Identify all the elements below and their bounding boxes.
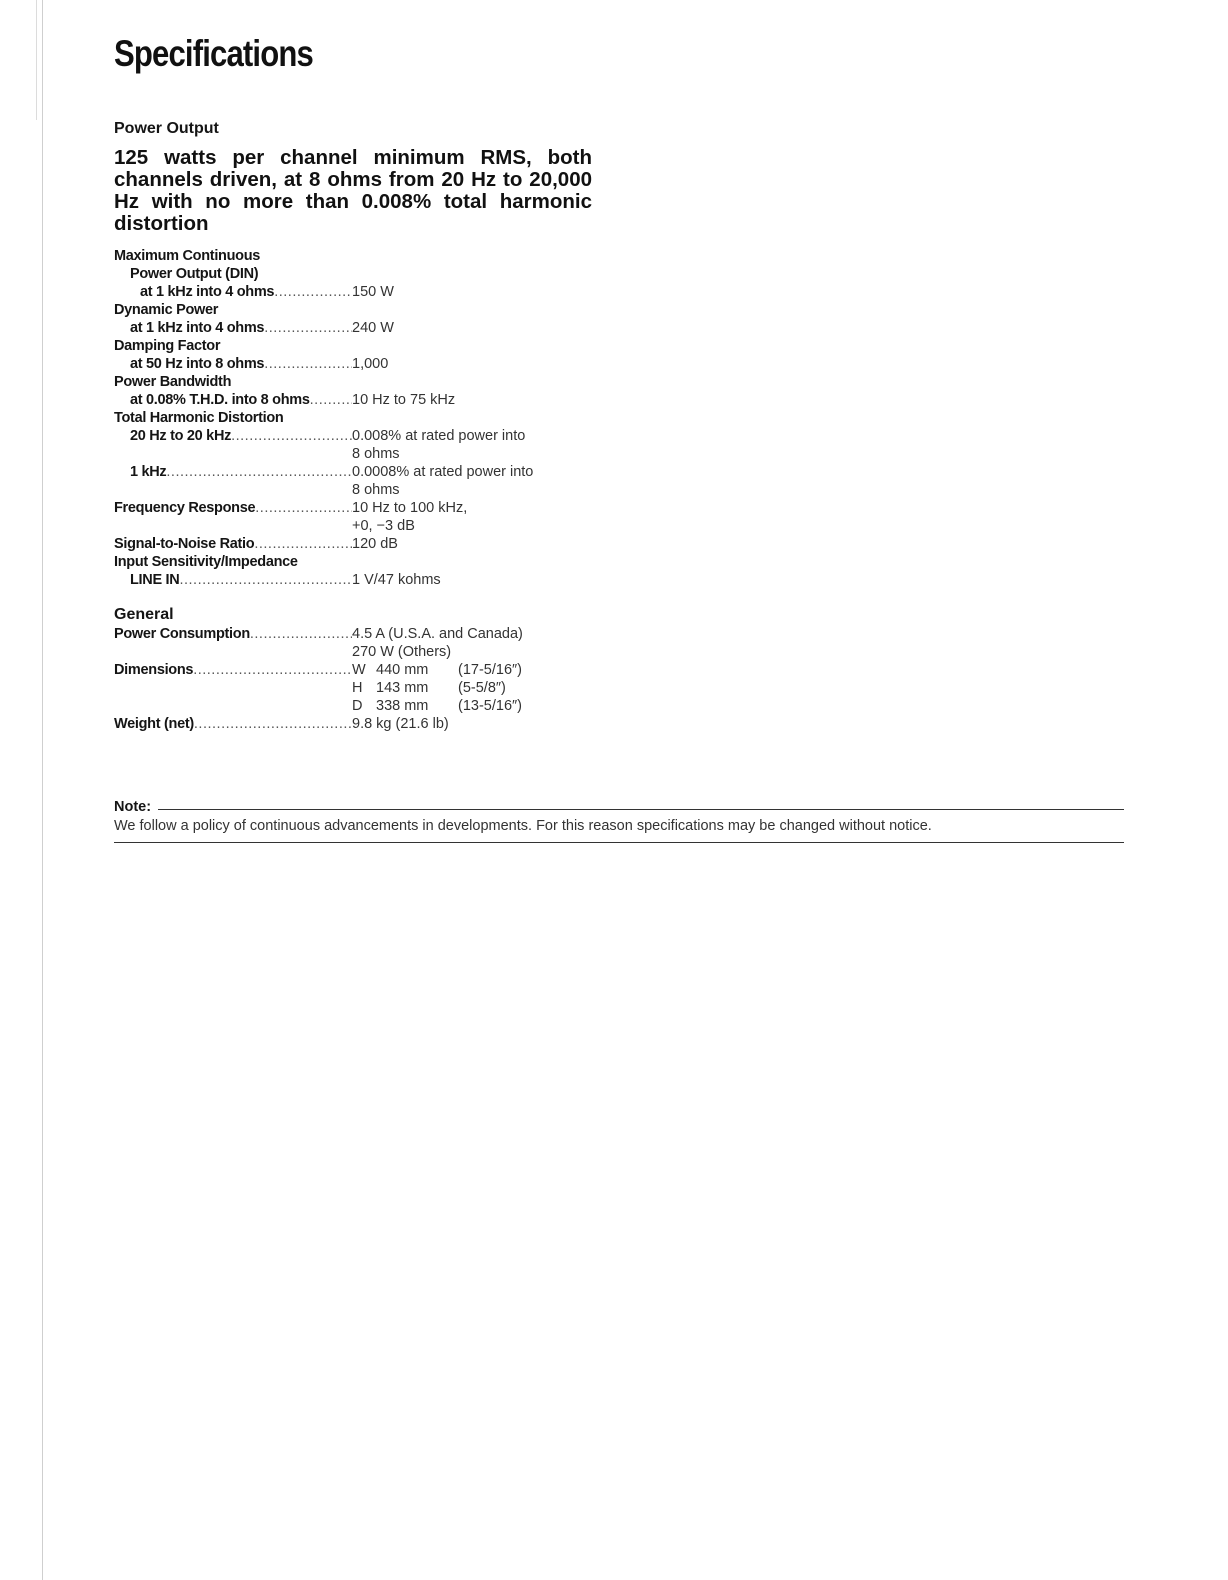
power-output-statement: 125 watts per channel minimum RMS, both channels driven, at 8 ohms from 20 Hz to 20,000 Hz with no more than 0.008% total harmonic distortion bbox=[114, 146, 592, 235]
spec-row-continuation bbox=[114, 445, 533, 463]
dimension-inch: (17-5/16″) bbox=[458, 662, 522, 678]
spec-label: Power Consumption bbox=[114, 626, 250, 642]
leader-dots bbox=[179, 571, 352, 589]
spec-row-dimensions-h bbox=[114, 679, 523, 697]
spec-label-leader bbox=[114, 391, 352, 409]
dimension-mm: 338 mm bbox=[376, 698, 429, 714]
spec-label: Power Bandwidth bbox=[114, 374, 232, 390]
spec-label-leader bbox=[114, 571, 352, 589]
spec-value: 1 V/47 kohms bbox=[352, 572, 441, 588]
leader-dots bbox=[231, 427, 352, 445]
spec-value: 10 Hz to 75 kHz bbox=[352, 392, 456, 408]
spec-value: 270 W (Others) bbox=[352, 644, 452, 660]
spec-row bbox=[114, 535, 533, 553]
spec-row bbox=[114, 499, 533, 517]
spec-row bbox=[114, 571, 533, 589]
leader-dots bbox=[194, 715, 352, 733]
spec-value: 8 ohms bbox=[352, 482, 400, 498]
spec-label: Total Harmonic Distortion bbox=[114, 410, 284, 426]
spec-label: Weight (net) bbox=[114, 716, 194, 732]
spec-row bbox=[114, 427, 533, 445]
leader-dots bbox=[264, 319, 352, 337]
spec-label: Dynamic Power bbox=[114, 302, 219, 318]
spec-row-weight bbox=[114, 715, 523, 733]
spec-label: at 1 kHz into 4 ohms bbox=[130, 320, 265, 336]
spec-label-leader bbox=[114, 463, 352, 481]
spec-row-dimensions-w bbox=[114, 661, 523, 679]
spec-label: Frequency Response bbox=[114, 500, 256, 516]
spec-value: 10 Hz to 100 kHz, bbox=[352, 500, 468, 516]
spec-row bbox=[114, 463, 533, 481]
spec-value: 1,000 bbox=[352, 356, 389, 372]
dimension-mm: 440 mm bbox=[376, 662, 429, 678]
spec-label: Input Sensitivity/Impedance bbox=[114, 554, 298, 570]
general-heading: General bbox=[114, 606, 174, 623]
spec-table bbox=[114, 247, 533, 589]
spec-label: Dimensions bbox=[114, 662, 194, 678]
spec-group-heading bbox=[114, 409, 533, 427]
spec-label: LINE IN bbox=[130, 572, 180, 588]
spec-value: 4.5 A (U.S.A. and Canada) bbox=[352, 626, 523, 642]
spec-label: 1 kHz bbox=[130, 464, 167, 480]
leader-dots bbox=[274, 283, 352, 301]
spec-label-leader bbox=[114, 355, 352, 373]
dimension-mm: 143 mm bbox=[376, 680, 429, 696]
leader-dots bbox=[255, 499, 352, 517]
spec-row-continuation bbox=[114, 517, 533, 535]
leader-dots bbox=[254, 535, 352, 553]
spec-label-leader bbox=[114, 427, 352, 445]
spec-row-dimensions-d bbox=[114, 697, 523, 715]
leader-dots bbox=[264, 355, 352, 373]
spec-row bbox=[114, 283, 533, 301]
spec-label: Damping Factor bbox=[114, 338, 221, 354]
spec-row-continuation bbox=[114, 643, 523, 661]
note-text: We follow a policy of continuous advancements in developments. For this reason specifications may be changed without notice. bbox=[114, 818, 932, 834]
dimension-axis: H bbox=[352, 680, 363, 696]
spec-label: at 50 Hz into 8 ohms bbox=[130, 356, 265, 372]
spec-row bbox=[114, 391, 533, 409]
spec-value: 0.008% at rated power into bbox=[352, 428, 526, 444]
spec-label: Signal-to-Noise Ratio bbox=[114, 536, 255, 552]
spec-value: 8 ohms bbox=[352, 446, 400, 462]
page-edge-line bbox=[42, 0, 43, 1580]
spec-value: 120 dB bbox=[352, 536, 398, 552]
spec-label-leader bbox=[114, 499, 352, 517]
spec-value: 150 W bbox=[352, 284, 394, 300]
page-edge-line-secondary bbox=[36, 0, 37, 120]
power-output-heading: Power Output bbox=[114, 120, 219, 137]
spec-row-continuation bbox=[114, 481, 533, 499]
spec-label-leader bbox=[114, 535, 352, 553]
spec-value: 9.8 kg (21.6 lb) bbox=[352, 716, 449, 732]
spec-label-leader bbox=[114, 319, 352, 337]
spec-label: Power Output (DIN) bbox=[130, 266, 259, 282]
spec-group-heading bbox=[114, 265, 533, 283]
page-title: Specifications bbox=[114, 33, 313, 74]
note-label: Note: bbox=[114, 799, 152, 815]
dimension-axis: W bbox=[352, 662, 366, 678]
spec-label: at 0.08% T.H.D. into 8 ohms bbox=[130, 392, 310, 408]
spec-group-heading bbox=[114, 337, 533, 355]
spec-label: 20 Hz to 20 kHz bbox=[130, 428, 232, 444]
spec-label-leader bbox=[114, 283, 352, 301]
spec-group-heading bbox=[114, 553, 533, 571]
spec-label: at 1 kHz into 4 ohms bbox=[140, 284, 275, 300]
spec-group-heading bbox=[114, 373, 533, 391]
dimension-inch: (5-5/8″) bbox=[458, 680, 506, 696]
leader-dots bbox=[310, 391, 352, 409]
leader-dots bbox=[250, 625, 352, 643]
leader-dots bbox=[193, 661, 352, 679]
dimension-inch: (13-5/16″) bbox=[458, 698, 522, 714]
spec-value: 240 W bbox=[352, 320, 394, 336]
leader-dots bbox=[166, 463, 352, 481]
spec-group-heading bbox=[114, 247, 533, 265]
spec-group-heading bbox=[114, 301, 533, 319]
note-rule-top bbox=[158, 809, 1124, 810]
general-spec-table bbox=[114, 625, 523, 733]
spec-row bbox=[114, 319, 533, 337]
note-rule-bottom bbox=[114, 842, 1124, 843]
spec-row-power-consumption bbox=[114, 625, 523, 643]
dimension-axis: D bbox=[352, 698, 363, 714]
spec-row bbox=[114, 355, 533, 373]
spec-label: Maximum Continuous bbox=[114, 248, 261, 264]
spec-value: +0, −3 dB bbox=[352, 518, 415, 534]
spec-value: 0.0008% at rated power into bbox=[352, 464, 534, 480]
